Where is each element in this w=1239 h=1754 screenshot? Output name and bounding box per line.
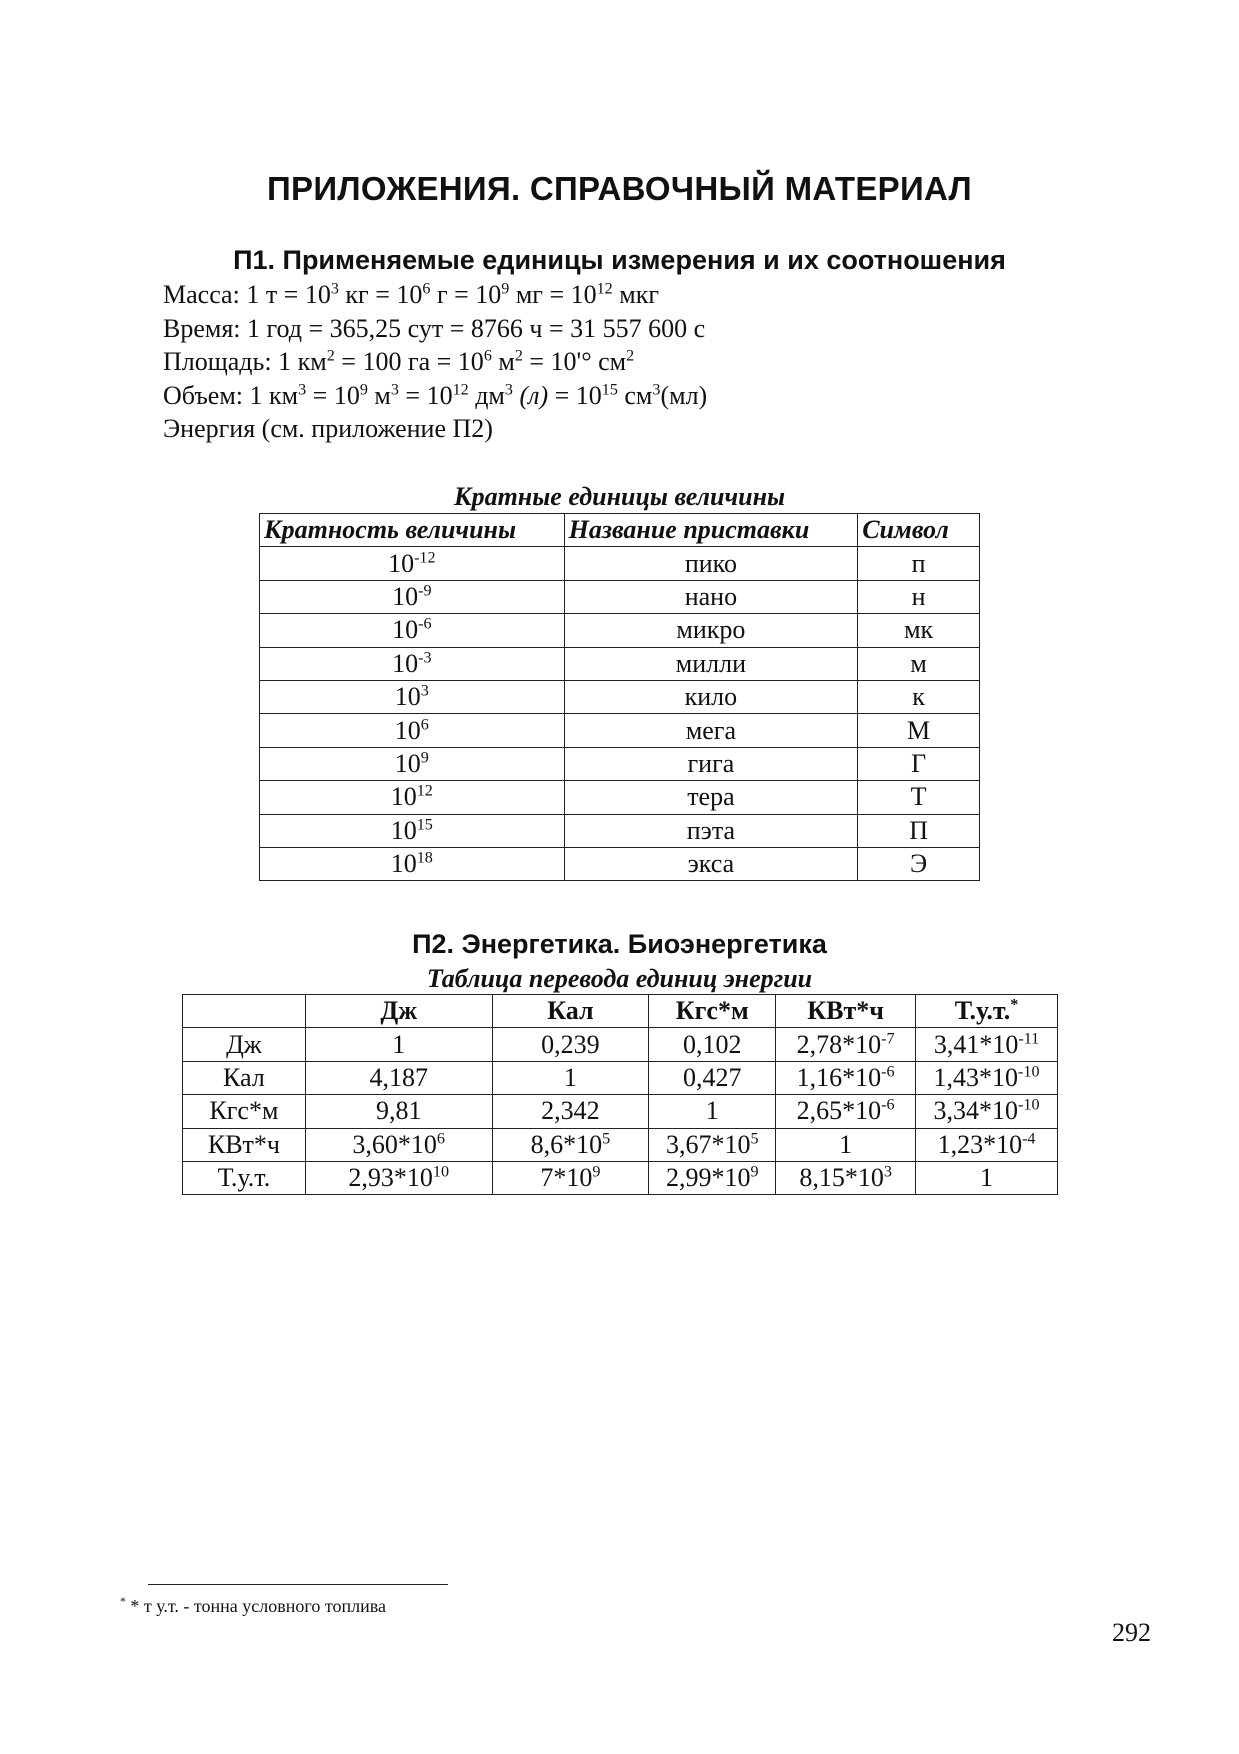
column-header: КВт*ч: [776, 995, 916, 1028]
row-header-cell: Кал: [183, 1061, 306, 1094]
section-title-units: П1. Применяемые единицы измерения и их соотношения: [233, 245, 1006, 275]
prefix-symbol-cell: Э: [858, 847, 980, 880]
prefix-name-cell: нано: [564, 580, 858, 613]
value-cell: $7*10^9$: [492, 1161, 649, 1194]
value-cell: $1,23*10^{-4}$: [916, 1128, 1058, 1161]
prefix-symbol-cell: к: [858, 680, 980, 713]
prefix-table: [259, 513, 980, 881]
mass-line: Масса: 1 $т = 10^3$ кг = $10^6$ $г = 10^9$ мг = $10^{12}$ мкг: [163, 280, 659, 309]
row-header-cell: Т.у.т.: [183, 1161, 306, 1194]
value-cell: $3,34*10^{-10}$: [916, 1095, 1058, 1128]
prefix-name-cell: пико: [564, 547, 858, 580]
multiplier-cell: $10^{-6}$: [260, 614, 565, 647]
column-header: Название приставки: [564, 514, 858, 547]
area-line: Площадь: 1 $км^2 = 100$ га = $10^6$ $м^2 = 10'^\circ$ $см^2$: [163, 347, 635, 376]
table-row: [260, 714, 980, 747]
value-cell: $1,16*10^{-6}$: [776, 1061, 916, 1094]
multiplier-cell: $10^{-9}$: [260, 580, 565, 613]
value-cell: $8,15*10^3$: [776, 1161, 916, 1194]
prefix-name-cell: кило: [564, 680, 858, 713]
prefix-table-caption: Кратные единицы величины: [453, 482, 786, 511]
volume-line: Объем: 1 $км^3 = 10^9$ $м^3 = 10^{12}$ $дм^3$ $(л) = 10^{15}$ $см^3(мл)$: [163, 380, 708, 410]
prefix-symbol-cell: м: [858, 647, 980, 680]
table-row: [183, 1161, 1058, 1194]
table-row: [260, 781, 980, 814]
value-cell: $3,41*10^{-11}$: [916, 1028, 1058, 1061]
table-row: [260, 680, 980, 713]
prefix-name-cell: гига: [564, 747, 858, 780]
prefix-name-cell: микро: [564, 614, 858, 647]
table-header-row: [183, 995, 1058, 1028]
prefix-symbol-cell: Т: [858, 781, 980, 814]
section-title-energy: П2. Энергетика. Биоэнергетика: [412, 929, 827, 959]
column-header: Кгс*м: [649, 995, 776, 1028]
time-line: Время: 1 год = 365,25 сут = 8766 ч = 31 557 600 с: [163, 313, 706, 343]
prefix-name-cell: милли: [564, 647, 858, 680]
column-header: Дж: [305, 995, 492, 1028]
energy-table-caption: Таблица перевода единиц энергии: [426, 964, 813, 993]
footnote-divider: [148, 1584, 448, 1585]
value-cell: $3,60*10^6$: [305, 1128, 492, 1161]
prefix-name-cell: мега: [564, 714, 858, 747]
table-row: [183, 1061, 1058, 1094]
value-cell: 0,102: [649, 1028, 776, 1061]
row-header-cell: Кгс*м: [183, 1095, 306, 1128]
table-header-row: [260, 514, 980, 547]
value-cell: $2,78*10^{-7}$: [776, 1028, 916, 1061]
column-header: Т.у.т.*: [916, 995, 1058, 1028]
table-row: [260, 847, 980, 880]
row-header-cell: КВт*ч: [183, 1128, 306, 1161]
energy-conversion-table: [182, 994, 1058, 1195]
multiplier-cell: $10^6$: [260, 714, 565, 747]
unit-relations: [163, 278, 707, 446]
value-cell: $2,65*10^{-6}$: [776, 1095, 916, 1128]
value-cell: 2,342: [492, 1095, 649, 1128]
table-row: [260, 580, 980, 613]
table-row: [183, 1128, 1058, 1161]
table-row: [260, 647, 980, 680]
table-row: [260, 814, 980, 847]
prefix-symbol-cell: н: [858, 580, 980, 613]
value-cell: 1: [305, 1028, 492, 1061]
prefix-symbol-cell: п: [858, 547, 980, 580]
table-row: [260, 547, 980, 580]
energy-line: Энергия (см. приложение П2): [163, 414, 493, 443]
value-cell: $8,6*10^5$: [492, 1128, 649, 1161]
prefix-symbol-cell: М: [858, 714, 980, 747]
table-row: [183, 1095, 1058, 1128]
value-cell: 0,239: [492, 1028, 649, 1061]
prefix-symbol-cell: мк: [858, 614, 980, 647]
column-header: Кратность величины: [260, 514, 565, 547]
page-number: 292: [1112, 1618, 1151, 1647]
table-row: [260, 614, 980, 647]
prefix-name-cell: пэта: [564, 814, 858, 847]
table-row: [183, 1028, 1058, 1061]
value-cell: 9,81: [305, 1095, 492, 1128]
multiplier-cell: $10^9$: [260, 747, 565, 780]
multiplier-cell: $10^{-12}$: [260, 547, 565, 580]
column-header: Кал: [492, 995, 649, 1028]
table-row: [260, 747, 980, 780]
column-header: Символ: [858, 514, 980, 547]
value-cell: $1,43*10^{-10}$: [916, 1061, 1058, 1094]
value-cell: 1: [916, 1161, 1058, 1194]
value-cell: $2,93*10^{10}$: [305, 1161, 492, 1194]
value-cell: $2,99*10^9$: [649, 1161, 776, 1194]
column-header: [183, 995, 306, 1028]
multiplier-cell: $10^{-3}$: [260, 647, 565, 680]
prefix-name-cell: экса: [564, 847, 858, 880]
prefix-symbol-cell: П: [858, 814, 980, 847]
multiplier-cell: $10^3$: [260, 680, 565, 713]
multiplier-cell: $10^{12}$: [260, 781, 565, 814]
value-cell: 1: [649, 1095, 776, 1128]
value-cell: $3,67*10^5$: [649, 1128, 776, 1161]
value-cell: 4,187: [305, 1061, 492, 1094]
value-cell: 1: [492, 1061, 649, 1094]
value-cell: 1: [776, 1128, 916, 1161]
page-title: ПРИЛОЖЕНИЯ. СПРАВОЧНЫЙ МАТЕРИАЛ: [267, 170, 972, 207]
value-cell: 0,427: [649, 1061, 776, 1094]
prefix-symbol-cell: Г: [858, 747, 980, 780]
footnote: * * т у.т. - тонна условного топлива: [120, 1595, 386, 1616]
prefix-name-cell: тера: [564, 781, 858, 814]
row-header-cell: Дж: [183, 1028, 306, 1061]
multiplier-cell: $10^{18}$: [260, 847, 565, 880]
multiplier-cell: $10^{15}$: [260, 814, 565, 847]
